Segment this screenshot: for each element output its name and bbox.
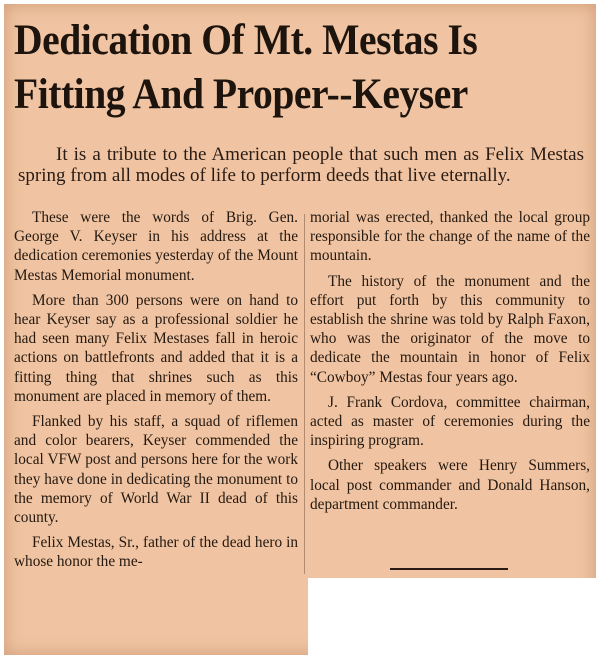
lead-text: It is a tribute to the American people that such men as Felix Mestas spring from all modes of life to perform deeds that live eternally. [18, 144, 584, 186]
left-column [14, 208, 298, 578]
headline [14, 14, 538, 122]
end-rule [390, 568, 508, 570]
paragraph: These were the words of Brig. Gen. George V. Keyser in his address at the dedication ceremonies yesterday of the Mount Mestas Memorial monument. [14, 209, 298, 284]
right-column [310, 208, 590, 520]
paragraph: Other speakers were Henry Summers, local post commander and Donald Hanson, department commander. [310, 457, 590, 513]
column-divider [304, 214, 305, 574]
paragraph: J. Frank Cordova, committee chairman, acted as master of ceremonies during the inspiring program. [310, 393, 590, 450]
clipping-cutout [308, 578, 600, 658]
paragraph: morial was erected, thanked the local group responsible for the change of the name of the mountain. [310, 209, 590, 265]
paragraph: More than 300 persons were on hand to hear Keyser say as a professional soldier he had seen many Felix Mestases fall in heroic actions on battlefronts and added that it is a fitting thing that shrines such as this monument are placed in memory of them. [14, 291, 298, 405]
paragraph: The history of the monument and the effort put forth by this community to establish the shrine was told by Ralph Faxon, who was the originator of the move to dedicate the mountain in honor of Felix “Cowboy” Mestas four years ago. [310, 272, 590, 386]
headline-line-2: Fitting And Proper--Keyser [14, 71, 468, 118]
paragraph: Felix Mestas, Sr., father of the dead hero in whose honor the me- [14, 534, 298, 571]
paragraph: Flanked by his staff, a squad of riflemen and color bearers, Keyser commended the local VFW post and persons here for the work they have done in dedicating the monument to the memory of World War II dead of this county. [14, 413, 298, 527]
headline-line-1: Dedication Of Mt. Mestas Is [14, 17, 478, 64]
lead-paragraph [18, 144, 584, 186]
